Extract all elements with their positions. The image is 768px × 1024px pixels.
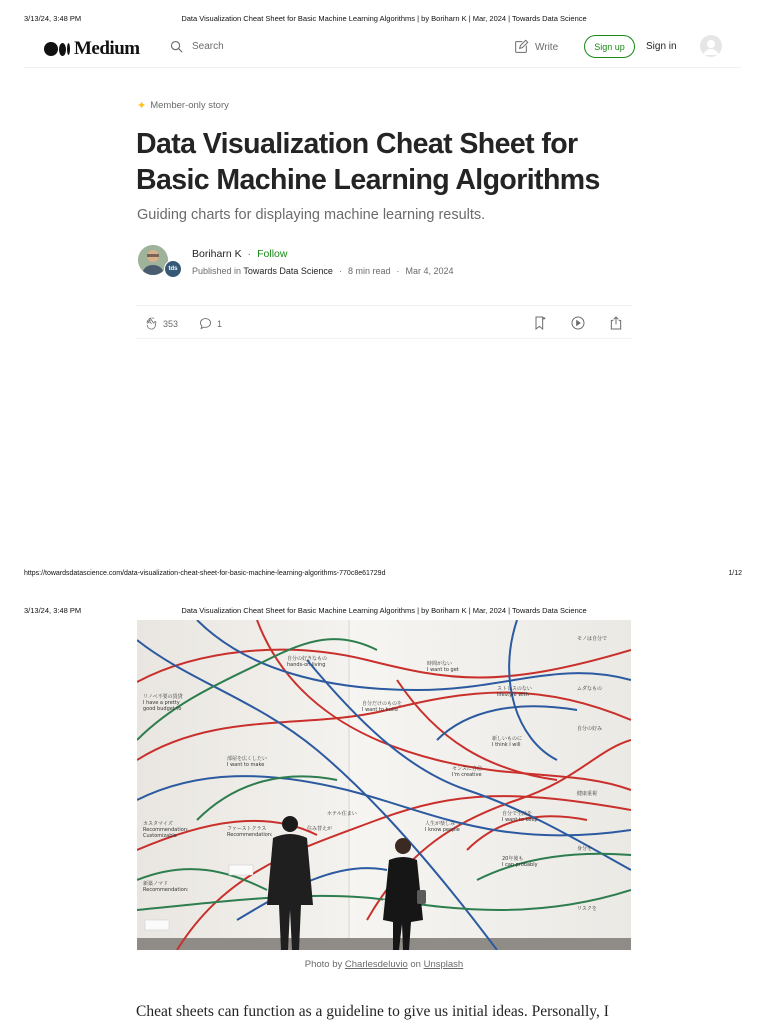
medium-logo-icon <box>44 42 70 56</box>
comment-icon <box>198 316 213 331</box>
action-icons-right <box>532 315 624 331</box>
svg-text:自分の好きなもの: 自分の好きなもの <box>287 656 328 662</box>
svg-text:ストレスのない: ストレスのない <box>497 686 532 692</box>
svg-text:I know people: I know people <box>425 827 460 833</box>
user-avatar[interactable] <box>700 35 722 57</box>
photo-source-link[interactable]: Unsplash <box>423 959 464 970</box>
svg-text:ムダなもの: ムダなもの <box>577 686 603 692</box>
meta-line: Published in Towards Data Science · 8 min read · Mar 4, 2024 <box>192 266 454 276</box>
svg-text:I want to keep: I want to keep <box>502 817 538 823</box>
svg-text:ホテル住まい: ホテル住まい <box>327 811 357 817</box>
svg-text:部屋を広くしたい: 部屋を広くしたい <box>227 756 268 762</box>
photo-caption: Photo by Charlesdeluvio on Unsplash <box>304 959 464 970</box>
svg-text:20年後も: 20年後も <box>502 856 524 862</box>
svg-text:I think I will: I think I will <box>492 742 521 748</box>
play-icon[interactable] <box>570 315 586 331</box>
svg-text:モノは自分で: モノは自分で <box>577 636 607 642</box>
publication-link[interactable]: Towards Data Science <box>243 266 333 276</box>
svg-text:hands-on living: hands-on living <box>287 662 326 668</box>
svg-text:自分の好み: 自分の好み <box>577 726 603 732</box>
member-label: Member-only story <box>150 100 229 111</box>
response-count: 1 <box>217 318 223 329</box>
svg-text:Recommendation:: Recommendation: <box>143 827 189 833</box>
bookmark-icon[interactable] <box>532 315 548 331</box>
svg-text:時間がない: 時間がない <box>427 661 453 667</box>
svg-text:自分で生活を: 自分で生活を <box>502 811 533 817</box>
svg-text:カスタマイズ: カスタマイズ <box>143 821 173 827</box>
svg-text:Recommendation:: Recommendation: <box>143 887 189 893</box>
author-line: Boriharn K · Follow <box>192 248 288 260</box>
svg-text:リノベ不要の賃貸: リノベ不要の賃貸 <box>143 694 183 700</box>
print-page-number: 1/12 <box>728 570 742 577</box>
sign-in-link[interactable]: Sign in <box>646 41 677 52</box>
publication-badge[interactable]: tds <box>164 260 182 278</box>
svg-text:自分だけのものを: 自分だけのものを <box>362 701 403 707</box>
write-label: Write <box>535 41 559 53</box>
svg-text:I want to build: I want to build <box>362 707 398 713</box>
article-actions-bar <box>136 305 632 339</box>
svg-text:Customizable: Customizable <box>143 833 177 839</box>
svg-text:新しいものに: 新しいものに <box>492 736 523 742</box>
svg-text:ファーストクラス: ファーストクラス <box>227 826 267 832</box>
read-time: 8 min read <box>347 266 391 276</box>
svg-text:good budget to: good budget to <box>143 706 182 712</box>
share-icon[interactable] <box>608 315 624 331</box>
search-icon <box>169 39 184 54</box>
medium-logo[interactable] <box>44 38 140 60</box>
clap-count: 353 <box>163 318 179 329</box>
follow-button[interactable]: Follow <box>257 248 288 260</box>
svg-text:新築ノマド: 新築ノマド <box>143 881 169 887</box>
svg-text:I'm creative: I'm creative <box>452 772 482 778</box>
svg-text:Recommendation:: Recommendation: <box>227 832 273 838</box>
write-button[interactable] <box>513 39 558 55</box>
svg-text:lifestyle with: lifestyle with <box>497 692 529 698</box>
svg-text:住み替えが: 住み替えが <box>307 826 333 832</box>
article-hero-photo <box>137 620 631 950</box>
clap-icon <box>144 316 159 331</box>
author-name[interactable]: Boriharn K <box>192 248 242 260</box>
write-icon <box>513 39 529 55</box>
svg-text:センスに自信: センスに自信 <box>452 766 482 772</box>
photo-author-link[interactable]: Charlesdeluvio <box>344 959 408 970</box>
print-title: Data Visualization Cheat Sheet for Basic Machine Learning Algorithms | by Boriharn K | Mar, 2024 | Towards Data Science <box>181 14 587 23</box>
user-icon <box>700 35 722 57</box>
svg-text:健康重視: 健康重視 <box>577 791 598 797</box>
member-star-icon: ✦ <box>137 100 147 112</box>
print-date: 3/13/24, 3:48 PM <box>24 606 82 615</box>
logo-text: Medium <box>74 38 140 59</box>
search-label: Search <box>192 41 224 52</box>
published-in-label: Published in <box>192 266 242 276</box>
svg-text:I have a pretty: I have a pretty <box>143 700 180 706</box>
print-date: 3/13/24, 3:48 PM <box>24 14 82 23</box>
print-header <box>0 14 768 28</box>
top-navigation <box>24 30 741 68</box>
svg-text:I want to get: I want to get <box>427 667 459 673</box>
member-only-badge <box>137 99 229 112</box>
print-url: https://towardsdatascience.com/data-visualization-cheat-sheet-for-basic-machine-learning-algorithms-770c8e61729d <box>24 570 386 577</box>
publish-date: Mar 4, 2024 <box>405 266 454 276</box>
responses-button[interactable] <box>198 316 222 331</box>
svg-text:リスクを: リスクを <box>577 906 597 912</box>
svg-text:I can probably: I can probably <box>502 862 538 868</box>
svg-text:身分を: 身分を <box>577 846 593 852</box>
exhibition-wall-image <box>137 620 631 950</box>
print-title: Data Visualization Cheat Sheet for Basic Machine Learning Algorithms | by Boriharn K | Mar, 2024 | Towards Data Science <box>181 606 587 615</box>
search-button[interactable] <box>169 39 224 54</box>
sign-up-button[interactable]: Sign up <box>584 35 635 58</box>
article-body-first-line: Cheat sheets can function as a guideline to give us initial ideas. Personally, I <box>136 1003 609 1020</box>
print-header-page-2 <box>0 606 768 620</box>
clap-button[interactable] <box>144 316 178 331</box>
article-title: Data Visualization Cheat Sheet for Basic Machine Learning Algorithms <box>136 128 600 196</box>
svg-text:人生が楽しみ: 人生が楽しみ <box>425 821 456 827</box>
svg-text:I want to make: I want to make <box>227 762 265 768</box>
article-subtitle: Guiding charts for displaying machine learning results. <box>137 207 486 223</box>
